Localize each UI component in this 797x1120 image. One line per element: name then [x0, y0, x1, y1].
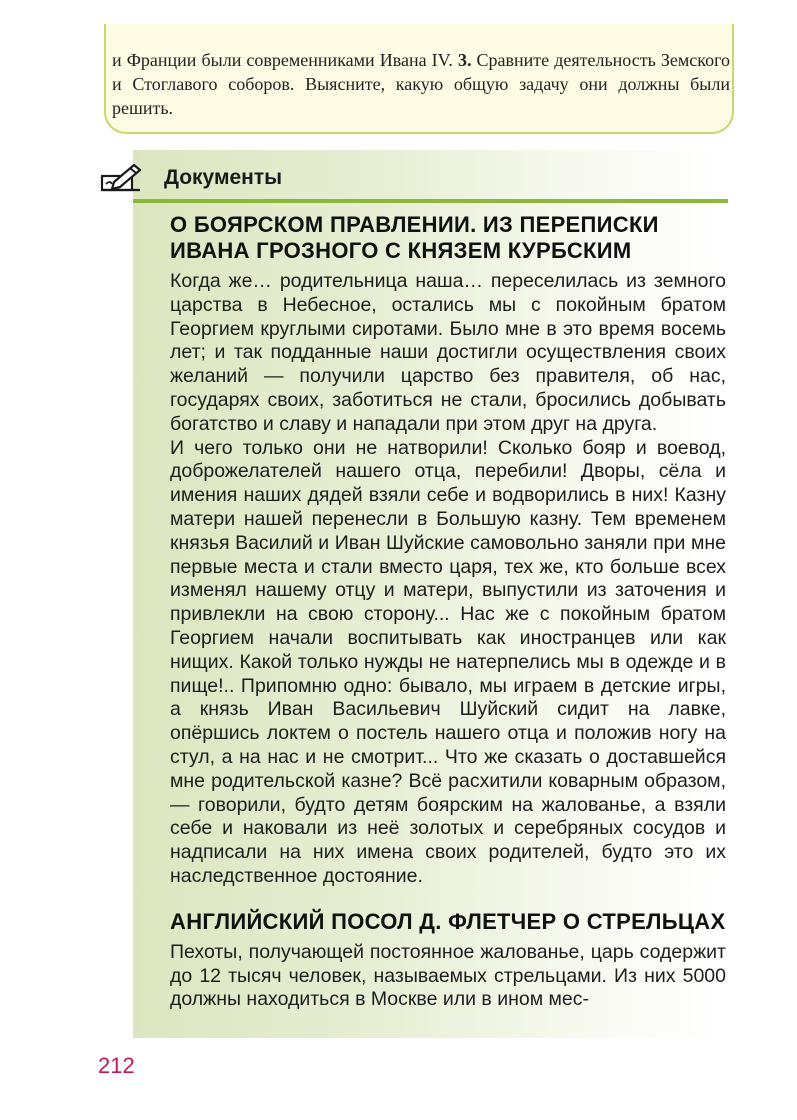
document-paragraph: Пехоты, получающей постоянное жалованье, царь содержит до 12 тысяч человек, называемых стрельцами. Из них 5000 должны находиться в Москве или в ином мес-	[170, 940, 726, 1011]
document-paragraph: И чего только они не натворили! Сколько бояр и воевод, доброжелателей нашего отца, перебили! Дворы, сёла и имения наших дядей взяли себе и водворились в них! Казну матери нашей перенесли в Большую казну. Тем временем князья Василий и Иван Шуйские самовольно заняли при мне первые места и стали вместо царя, тех же, кто больше всех изменял нашему отцу и матери, выпустили из заточения и привлекли на свою сторону... Нас же с покойным братом Георгием начали воспитывать как иностранцев или как нищих. Какой только нужды не натерпелись мы в одежде и в пище!.. Припомню одно: бывало, мы играем в детские игры, а князь Иван Васильевич Шуйский сидит на лавке, опёршись локтем о постель нашего отца и положив ногу на стул, а на нас и не смотрит... Что же сказать о доставшейся мне родительской казне? Всё расхитили коварным образом, — говорили, будто детям боярским на жалованье, а взяли себе и наковали из неё золотых и серебряных сосудов и надписали на них имена своих родителей, будто это их наследственное достояние.	[170, 436, 726, 887]
section-title: Документы	[164, 166, 283, 189]
document-paragraph: Когда же… родительница наша… переселилась из земного царства в Небесное, остались мы с покойным братом Георгием круглыми сиротами. Было мне в это время восемь лет; и так подданные наши достигли осуществления своих желаний — получили царство без правителя, об нас, государях своих, заботиться не стали, бросились добывать богатство и славу и нападали при этом друг на друга.	[170, 270, 726, 435]
task-question: Сравните деятельность Земского и Стоглавого соборов. Выясните, какую общую задачу они должны были решить.	[112, 50, 731, 118]
section-divider	[133, 199, 728, 203]
pen-writing-icon	[100, 162, 146, 194]
documents-content	[170, 212, 726, 1012]
task-text	[112, 48, 730, 120]
page-number: 212	[98, 1053, 135, 1078]
task-line: и Франции были современниками Ивана IV.	[112, 50, 453, 70]
document-title: О БОЯРСКОМ ПРАВЛЕНИИ. ИЗ ПЕРЕПИСКИ ИВАНА ГРОЗНОГО С КНЯЗЕМ КУРБСКИМ	[170, 212, 659, 263]
task-number: 3.	[457, 50, 472, 70]
document-title: АНГЛИЙСКИЙ ПОСОЛ Д. ФЛЕТЧЕР О СТРЕЛЬЦАХ	[170, 908, 726, 934]
documents-section-header	[100, 158, 728, 198]
